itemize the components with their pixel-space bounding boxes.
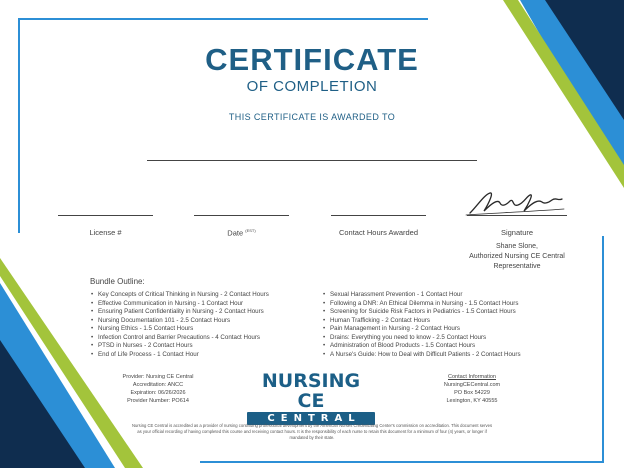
signer-name: Shane Slone, — [495, 243, 539, 250]
list-item: • Following a DNR: An Ethical Dilemma in Nursing - 1.5 Contact Hours — [322, 300, 521, 309]
logo-bottom-text: CENTRAL — [267, 413, 361, 424]
contact-info — [432, 373, 512, 405]
frame-top-line — [18, 18, 428, 20]
contact-po-box: PO Box 54229 — [454, 390, 490, 396]
provider-number: Provider Number: PO614 — [127, 398, 189, 404]
list-item: • Drains: Everything you need to know - 2.5 Contact Hours — [322, 334, 521, 343]
provider-accreditation: Accreditation: ANCC — [132, 382, 184, 388]
contact-hours-label: Contact Hours Awarded — [338, 228, 419, 237]
signer-block — [452, 242, 582, 272]
certificate-title: CERTIFICATE — [205, 42, 419, 77]
handwritten-signature — [464, 189, 568, 217]
list-item: • A Nurse's Guide: How to Deal with Difficult Patients - 2 Contact Hours — [322, 351, 521, 360]
provider-info — [118, 373, 198, 405]
nursing-ce-central-logo — [247, 370, 375, 424]
logo-top-text: NURSING CE — [261, 370, 361, 412]
list-item: • Nursing Ethics - 1.5 Contact Hours — [90, 325, 269, 334]
list-item: • Ensuring Patient Confidentiality in Nursing - 2 Contact Hours — [90, 308, 269, 317]
certificate-subtitle: OF COMPLETION — [246, 78, 378, 95]
list-item: • Infection Control and Barrier Precautions - 4 Contact Hours — [90, 334, 269, 343]
signer-title-line2: Representative — [493, 263, 541, 270]
recipient-name-line — [147, 160, 477, 161]
license-line — [58, 215, 153, 216]
list-item: • Key Concepts of Critical Thinking in Nursing - 2 Contact Hours — [90, 291, 269, 300]
contact-title: Contact Information — [448, 374, 496, 380]
list-item: • Human Trafficking - 2 Contact Hours — [322, 317, 521, 326]
list-item: • Administration of Blood Products - 1.5 Contact Hours — [322, 342, 521, 351]
list-item: • PTSD in Nurses - 2 Contact Hours — [90, 342, 269, 351]
list-item: • Sexual Harassment Prevention - 1 Contact Hour — [322, 291, 521, 300]
license-label: License # — [89, 228, 122, 237]
accreditation-footnote: Nursing CE Central is accredited as a provider of nursing continuing professional development by the American Nurses Credentialing Center's commission on accreditation. This document serves as your official recording of having completed this course and receiving contact hours. It is the responsibility of each nurse to retain this document for a minimum of four (4) years, or longer if mandated by their state. — [131, 423, 493, 440]
date-line — [194, 215, 289, 216]
date-label: Date $^{(EST)}$ — [227, 228, 256, 238]
contact-city: Lexington, KY 40555 — [446, 398, 498, 404]
date-timezone-note: (EST) — [245, 228, 256, 233]
frame-right-line — [602, 236, 604, 461]
bundle-list-left — [90, 291, 269, 359]
signature-label: Signature — [500, 228, 534, 237]
contact-website: NursingCECentral.com — [443, 382, 501, 388]
signer-title-line1: Authorized Nursing CE Central — [469, 253, 565, 260]
list-item: • Nursing Documentation 101 - 2.5 Contact Hours — [90, 317, 269, 326]
awarded-to-text: THIS CERTIFICATE IS AWARDED TO — [228, 112, 396, 122]
contact-hours-line — [331, 215, 426, 216]
list-item: • End of Life Process - 1 Contact Hour — [90, 351, 269, 360]
list-item: • Effective Communication in Nursing - 1 Contact Hour — [90, 300, 269, 309]
list-item: • Pain Management in Nursing - 2 Contact Hours — [322, 325, 521, 334]
list-item: • Screening for Suicide Risk Factors in Pediatrics - 1.5 Contact Hours — [322, 308, 521, 317]
bundle-list-right — [322, 291, 521, 359]
bundle-outline-title: Bundle Outline: — [90, 277, 145, 286]
provider-name: Provider: Nursing CE Central — [122, 374, 194, 380]
provider-expiration: Expiration: 06/26/2026 — [130, 390, 186, 396]
frame-bottom-line — [200, 461, 604, 463]
